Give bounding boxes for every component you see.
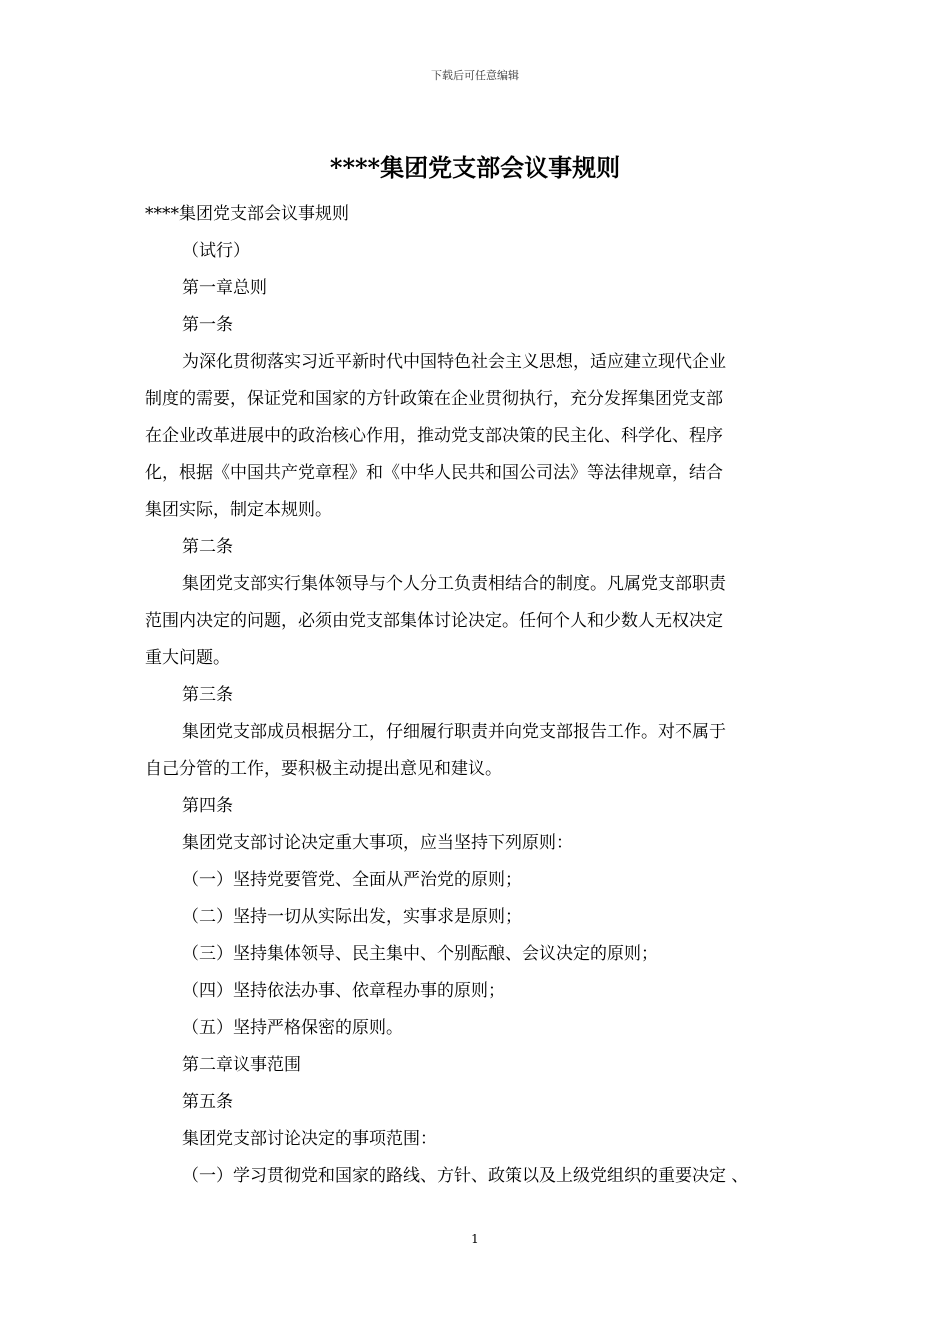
paragraph-line: 重大问题。: [145, 648, 230, 668]
header-note: 下载后可任意编辑: [431, 69, 519, 82]
paragraph: 第一条: [182, 315, 233, 335]
paragraph: 第五条: [182, 1092, 233, 1112]
paragraph: （一）学习贯彻党和国家的路线、方针、政策以及上级党组织的重要决定 、: [182, 1166, 749, 1186]
paragraph: 第一章总则: [182, 278, 267, 298]
paragraph: [145, 714, 815, 788]
paragraph: 第三条: [182, 685, 233, 705]
paragraph: 第二条: [182, 537, 233, 557]
paragraph: 集团党支部讨论决定的事项范围：: [182, 1129, 437, 1149]
paragraph-line: 集团实际，制定本规则。: [145, 500, 332, 520]
paragraph: （三）坚持集体领导、民主集中、个别酝酿、会议决定的原则；: [182, 944, 658, 964]
paragraph-line: 为深化贯彻落实习近平新时代中国特色社会主义思想，适应建立现代企业: [182, 352, 726, 372]
page-number: 1: [471, 1232, 479, 1246]
paragraph-line: 在企业改革进展中的政治核心作用，推动党支部决策的民主化、科学化、程序: [145, 426, 723, 446]
paragraph-line: 自己分管的工作，要积极主动提出意见和建议。: [145, 759, 502, 779]
paragraph: （一）坚持党要管党、全面从严治党的原则；: [182, 870, 522, 890]
paragraph: 第四条: [182, 796, 233, 816]
paragraph-line: 范围内决定的问题，必须由党支部集体讨论决定。任何个人和少数人无权决定: [145, 611, 723, 631]
paragraph: （四）坚持依法办事、依章程办事的原则；: [182, 981, 505, 1001]
paragraph: 集团党支部讨论决定重大事项，应当坚持下列原则：: [182, 833, 573, 853]
paragraph-line: 集团党支部实行集体领导与个人分工负责相结合的制度。凡属党支部职责: [182, 574, 726, 594]
subtitle-line: ****集团党支部会议事规则: [145, 204, 349, 224]
paragraph-line: 化，根据《中国共产党章程》和《中华人民共和国公司法》等法律规章，结合: [145, 463, 723, 483]
paragraph: [145, 566, 815, 677]
document-body: [145, 196, 815, 1195]
document-title: ****集团党支部会议事规则: [329, 153, 621, 182]
paragraph: （试行）: [182, 241, 250, 261]
paragraph: （五）坚持严格保密的原则。: [182, 1018, 403, 1038]
paragraph: （二）坚持一切从实际出发，实事求是原则；: [182, 907, 522, 927]
paragraph-line: 制度的需要，保证党和国家的方针政策在企业贯彻执行，充分发挥集团党支部: [145, 389, 723, 409]
paragraph: 第二章议事范围: [182, 1055, 301, 1075]
paragraph-line: 集团党支部成员根据分工，仔细履行职责并向党支部报告工作。对不属于: [182, 722, 726, 742]
paragraph: [145, 344, 815, 529]
